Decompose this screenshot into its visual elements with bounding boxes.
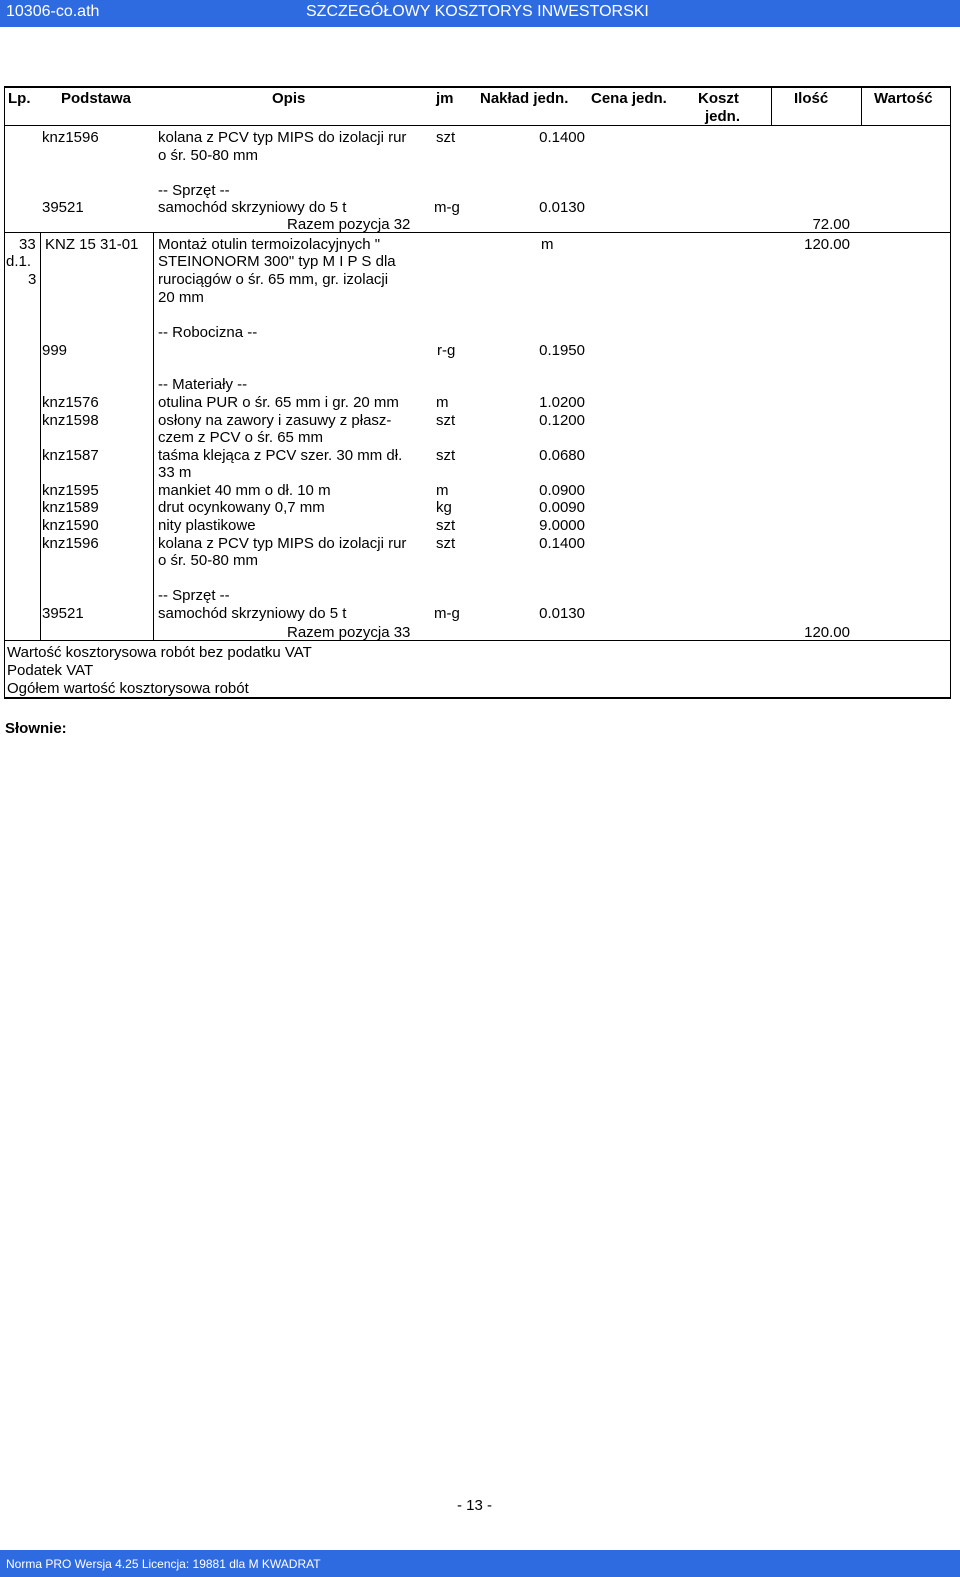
summary-total: Ogółem wartość kosztorysowa robót (7, 680, 249, 697)
row-naklad: 0.0130 (539, 605, 585, 622)
page-header (0, 0, 960, 27)
row-naklad: 0.0900 (539, 482, 585, 499)
file-name: 10306-co.ath (6, 3, 100, 20)
page-footer (0, 1550, 960, 1577)
pos33-desc: Montaż otulin termoizolacyjnych " (158, 236, 381, 253)
row-naklad: 0.1400 (539, 129, 585, 146)
section-materialy: -- Materiały -- (158, 376, 248, 393)
row-desc: otulina PUR o śr. 65 mm i gr. 20 mm (158, 394, 399, 411)
row-code: knz1596 (42, 535, 99, 552)
razem-pozycja-33: Razem pozycja 33 (287, 624, 411, 641)
row-jm: m-g (434, 199, 460, 216)
table-bottom-border (4, 697, 951, 699)
row-desc: taśma klejąca z PCV szer. 30 mm dł. (158, 447, 403, 464)
row-naklad: 0.1400 (539, 535, 585, 552)
row-jm: szt (436, 535, 456, 552)
summary-vat: Podatek VAT (7, 662, 94, 679)
razem-pozycja-32: Razem pozycja 32 (287, 216, 411, 233)
document-title: SZCZEGÓŁOWY KOSZTORYS INWESTORSKI (306, 3, 649, 20)
row-jm: m (436, 482, 449, 499)
table-top-border (4, 86, 951, 88)
row-jm: m-g (434, 605, 460, 622)
row-desc: mankiet 40 mm o dł. 10 m (158, 482, 331, 499)
pos33-desc-cont: 20 mm (158, 289, 204, 306)
section-sprzet: -- Sprzęt -- (158, 182, 230, 199)
row-desc-cont: 33 m (158, 464, 192, 481)
lp-col-line (40, 232, 41, 640)
row-jm: kg (436, 499, 452, 516)
row-desc: nity plastikowe (158, 517, 256, 534)
col-podstawa: Podstawa (61, 90, 132, 107)
ilosc-col-right (861, 86, 862, 126)
row-naklad: 1.0200 (539, 394, 585, 411)
col-lp: Lp. (8, 90, 31, 107)
table-right-border (950, 86, 951, 698)
col-koszt: Koszt (698, 90, 739, 107)
row-naklad: 9.0000 (539, 517, 585, 534)
row-jm: m (436, 394, 449, 411)
razem-pozycja-33-value: 120.00 (804, 624, 850, 641)
pos33-desc-cont: STEINONORM 300" typ M I P S dla (158, 253, 396, 270)
pos33-lp: 33 (19, 236, 36, 253)
row-code: knz1587 (42, 447, 99, 464)
row-naklad: 0.1950 (539, 342, 585, 359)
col-cena: Cena jedn. (591, 90, 667, 107)
table-left-border (4, 86, 5, 698)
row-code: knz1589 (42, 499, 99, 516)
col-wartosc: Wartość (874, 90, 933, 107)
row-desc: drut ocynkowany 0,7 mm (158, 499, 325, 516)
row-desc: osłony na zawory i zasuwy z płasz- (158, 412, 392, 429)
section-sprzet: -- Sprzęt -- (158, 587, 230, 604)
col-opis: Opis (272, 90, 306, 107)
row-desc-cont: czem z PCV o śr. 65 mm (158, 429, 324, 446)
opis-col-line (153, 232, 154, 640)
row-desc: kolana z PCV typ MIPS do izolacji rur (158, 535, 407, 552)
row-code: 39521 (42, 199, 84, 216)
pos33-jm: m (541, 236, 554, 253)
row-naklad: 0.0130 (539, 199, 585, 216)
section-robocizna: -- Robocizna -- (158, 324, 258, 341)
row-code: knz1590 (42, 517, 99, 534)
row-code: 999 (42, 342, 68, 359)
header-bottom-border (4, 125, 951, 126)
row-code: 39521 (42, 605, 84, 622)
ilosc-col-left (771, 86, 772, 126)
row-jm: szt (436, 412, 456, 429)
pos33-lp-cont: d.1. (6, 253, 32, 270)
row-jm: szt (436, 129, 456, 146)
row-code: knz1598 (42, 412, 99, 429)
col-naklad: Nakład jedn. (480, 90, 569, 107)
pos33-lp-cont2: 3 (28, 271, 37, 288)
slownie-label: Słownie: (5, 720, 67, 737)
row-code: knz1576 (42, 394, 99, 411)
page-number: - 13 - (457, 1497, 493, 1514)
row-code: knz1596 (42, 129, 99, 146)
col-jm: jm (436, 90, 454, 107)
pos33-ilosc: 120.00 (804, 236, 850, 253)
row-naklad: 0.0090 (539, 499, 585, 516)
row-naklad: 0.1200 (539, 412, 585, 429)
row-desc: samochód skrzyniowy do 5 t (158, 199, 347, 216)
footer-text: Norma PRO Wersja 4.25 Licencja: 19881 dla M KWADRAT (6, 1557, 321, 1571)
row-code: knz1595 (42, 482, 99, 499)
row-jm: szt (436, 517, 456, 534)
row-jm: szt (436, 447, 456, 464)
pos33-base: KNZ 15 31-01 (45, 236, 139, 253)
col-ilosc: Ilość (794, 90, 829, 107)
row-desc-cont: o śr. 50-80 mm (158, 552, 259, 569)
row-jm: r-g (437, 342, 456, 359)
col-koszt-jedn: jedn. (705, 108, 741, 125)
row-desc: samochód skrzyniowy do 5 t (158, 605, 347, 622)
summary-net: Wartość kosztorysowa robót bez podatku VAT (7, 644, 312, 661)
row-desc: kolana z PCV typ MIPS do izolacji rur (158, 129, 407, 146)
row-desc-cont: o śr. 50-80 mm (158, 147, 259, 164)
pos33-desc-cont: rurociągów o śr. 65 mm, gr. izolacji (158, 271, 389, 288)
razem-pozycja-32-value: 72.00 (812, 216, 850, 233)
row-naklad: 0.0680 (539, 447, 585, 464)
